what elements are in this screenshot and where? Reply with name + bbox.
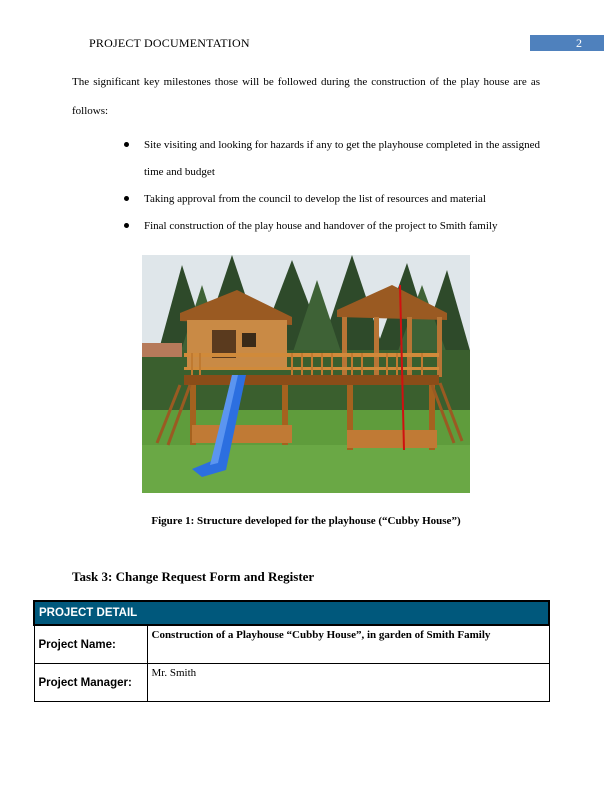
task-heading: Task 3: Change Request Form and Register (72, 569, 315, 584)
page-number: 2 (576, 36, 582, 50)
milestone-text: Final construction of the play house and handover of the project to Smith family (144, 220, 498, 232)
playhouse-illustration (142, 255, 470, 493)
table-row (34, 625, 549, 664)
bullet-icon (124, 223, 129, 228)
milestone-list (124, 132, 540, 240)
bullet-icon (124, 196, 129, 201)
table-row (34, 664, 549, 702)
project-detail-heading: PROJECT DETAIL (34, 601, 549, 625)
playhouse-photo (142, 255, 470, 493)
list-item (124, 132, 540, 186)
project-manager-label: Project Manager: (34, 664, 147, 702)
intro-paragraph: The significant key milestones those will be followed during the construction of the play house are as follows: (72, 76, 540, 117)
project-manager-value: Mr. Smith (147, 664, 549, 702)
page-number-badge (530, 35, 604, 51)
figure-caption: Figure 1: Structure developed for the playhouse (“Cubby House”) (151, 515, 461, 527)
table-row (34, 601, 549, 625)
bullet-icon (124, 142, 129, 147)
milestone-text: Taking approval from the council to develop the list of resources and material (144, 193, 486, 205)
milestone-text: Site visiting and looking for hazards if any to get the playhouse completed in the assigned time and budget (144, 139, 540, 178)
project-name-value: Construction of a Playhouse “Cubby House”, in garden of Smith Family (147, 625, 549, 664)
project-name-label: Project Name: (34, 625, 147, 664)
project-detail-table (33, 600, 550, 702)
page-header-title: PROJECT DOCUMENTATION (89, 36, 250, 50)
list-item (124, 186, 540, 213)
list-item (124, 213, 540, 240)
